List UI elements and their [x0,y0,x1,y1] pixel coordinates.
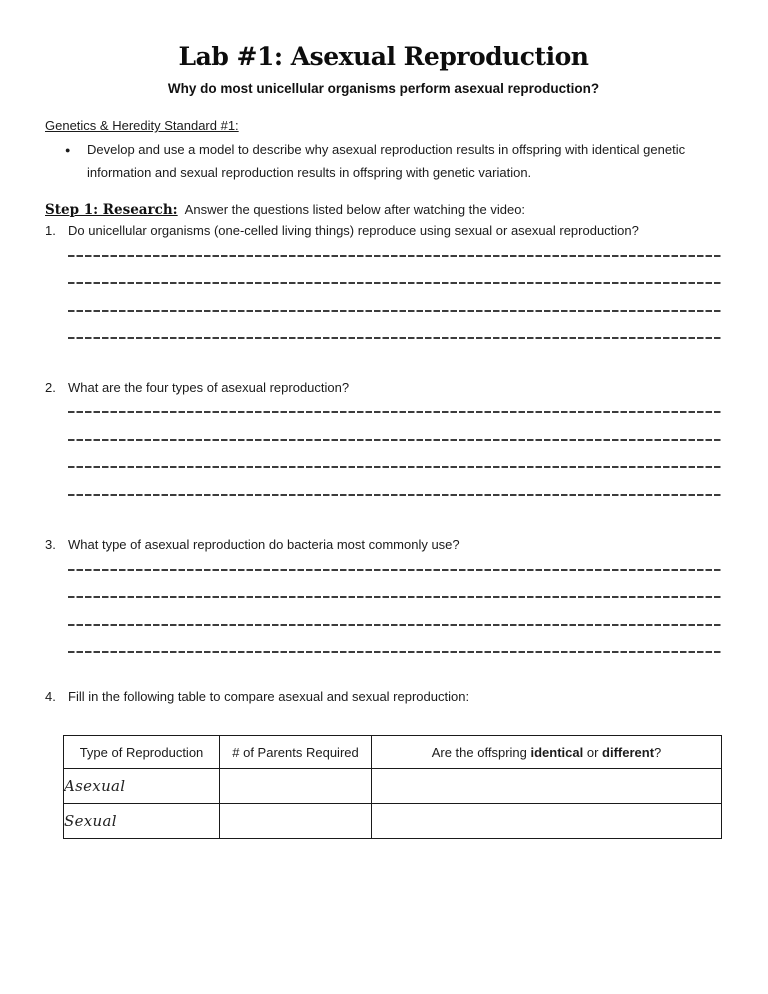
bullet-icon: ● [65,145,71,155]
step1-heading [45,201,722,219]
cell-sexual-label: Sexual [64,804,220,839]
answer-line[interactable] [68,624,722,626]
cell-sexual-parents[interactable] [220,804,372,839]
question-number: 2. [45,379,56,395]
answer-line[interactable] [68,255,722,257]
standard-heading: Genetics & Heredity Standard #1: [45,118,239,133]
question-3-answer-area [68,569,722,654]
question-2-answer-area [68,411,722,496]
cell-asexual-parents[interactable] [220,769,372,804]
answer-line[interactable] [68,411,722,413]
question-text: Fill in the following table to compare asexual and sexual reproduction: [68,689,470,704]
header-text: ? [654,744,662,760]
table-row-asexual [64,769,722,804]
question-4 [45,688,722,705]
header-text: Are the offspring [431,744,531,760]
header-parents-required: # of Parents Required [220,736,372,769]
answer-line[interactable] [68,310,722,312]
page-subtitle: Why do most unicellular organisms perform asexual reproduction? [167,81,600,96]
page-title: Lab #1: Asexual Reproduction [178,42,589,71]
cell-asexual-label: Asexual [64,769,220,804]
header-text: or [583,744,603,760]
header-offspring-identical-or-different [372,736,722,769]
answer-line[interactable] [68,439,722,441]
answer-line[interactable] [68,494,722,496]
cell-asexual-offspring[interactable] [372,769,722,804]
answer-line[interactable] [68,282,722,284]
standard-bullet-item [65,139,722,184]
question-number: 1. [45,223,56,238]
cell-sexual-offspring[interactable] [372,804,722,839]
step1-instructions: Answer the questions listed below after watching the video: [184,202,526,217]
question-number: 4. [45,689,56,704]
answer-line[interactable] [68,651,722,653]
question-1-answer-area [68,255,722,340]
question-text: What type of asexual reproduction do bacteria most commonly use? [68,537,460,552]
header-bold-identical: identical [530,744,584,760]
answer-line[interactable] [68,466,722,468]
answer-line[interactable] [68,337,722,339]
header-bold-different: different [602,744,655,760]
question-text: What are the four types of asexual reproduction? [68,379,350,395]
question-text: Do unicellular organisms (one-celled living things) reproduce using sexual or asexual reproduction? [68,223,639,238]
question-3 [45,536,722,553]
header-type-of-reproduction: Type of Reproduction [64,736,220,769]
standard-bullet-text: Develop and use a model to describe why asexual reproduction results in offspring with identical genetic information and sexual reproduction results in offspring with genetic variation. [87,142,686,180]
answer-line[interactable] [68,569,722,571]
comparison-table [63,735,722,839]
answer-line[interactable] [68,596,722,598]
question-number: 3. [45,537,56,552]
step1-label: Step 1: Research: [45,202,178,218]
question-2 [45,379,722,396]
table-header-row [64,736,722,769]
table-row-sexual [64,804,722,839]
question-1 [45,222,722,239]
